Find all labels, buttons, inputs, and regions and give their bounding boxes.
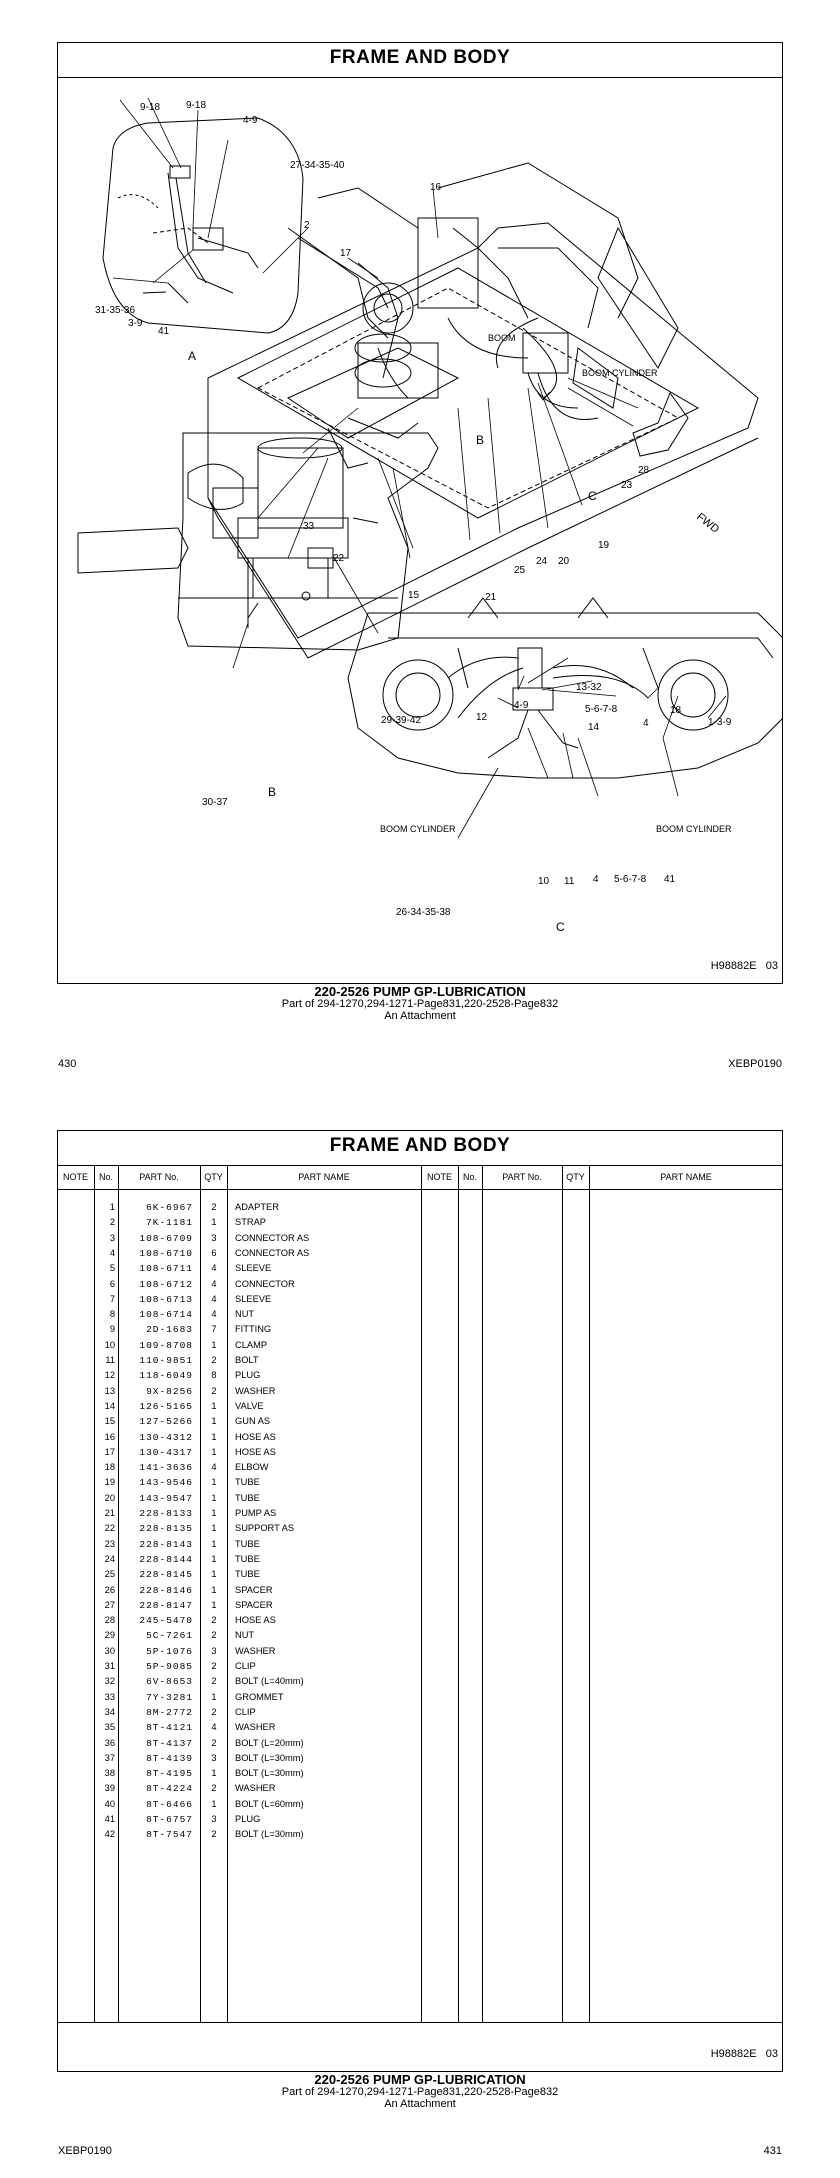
table-row xyxy=(57,1598,421,1613)
row-part-name: CLIP xyxy=(235,1706,256,1717)
row-part-name: TUBE xyxy=(235,1553,260,1564)
row-part-name: CONNECTOR xyxy=(235,1278,295,1289)
callout-label: C xyxy=(588,489,597,503)
fwd-arrow xyxy=(633,393,688,456)
callout-label: 4 xyxy=(643,718,649,729)
row-qty: 2 xyxy=(211,1202,217,1212)
table-row xyxy=(57,1200,421,1215)
row-number: 35 xyxy=(104,1722,115,1733)
row-number: 37 xyxy=(104,1752,115,1763)
table-row xyxy=(57,1460,421,1475)
row-qty: 2 xyxy=(211,1355,217,1365)
row-part-number: 6K-6967 xyxy=(146,1202,193,1213)
row-part-name: FITTING xyxy=(235,1324,272,1335)
row-number: 24 xyxy=(104,1553,115,1564)
row-part-name: NUT xyxy=(235,1309,255,1320)
row-part-name: BOLT (L=60mm) xyxy=(235,1798,304,1809)
row-number: 34 xyxy=(104,1706,115,1717)
header-note: NOTE xyxy=(426,1172,452,1182)
header-qty: QTY xyxy=(566,1172,585,1182)
col-line xyxy=(482,1165,483,2022)
row-part-number: 143-9547 xyxy=(139,1492,193,1504)
row-number: 4 xyxy=(109,1247,115,1258)
callout-label: 25 xyxy=(514,565,526,576)
callout-label: 9-18 xyxy=(186,100,207,111)
row-qty: 1 xyxy=(211,1508,217,1518)
page-title: FRAME AND BODY xyxy=(329,47,511,68)
row-part-name: PLUG xyxy=(235,1370,261,1381)
col-line xyxy=(562,1165,563,2022)
row-part-name: PLUG xyxy=(235,1814,261,1824)
callout-label: 28 xyxy=(638,465,650,476)
table-row xyxy=(57,1537,421,1552)
row-part-number: 7Y-3281 xyxy=(146,1691,193,1703)
callout-label: 18 xyxy=(670,705,682,716)
row-qty: 4 xyxy=(211,1278,217,1289)
row-part-name: CONNECTOR AS xyxy=(235,1247,310,1258)
row-qty: 1 xyxy=(211,1217,217,1228)
table-row xyxy=(57,1827,421,1842)
callout-label: 17 xyxy=(340,248,352,259)
table-row xyxy=(57,1674,421,1689)
table-row xyxy=(57,1506,421,1521)
callout-label: 9-18 xyxy=(140,102,161,113)
row-number: 11 xyxy=(105,1355,115,1365)
row-part-name: BOLT (L=20mm) xyxy=(235,1737,304,1748)
table-row xyxy=(57,1445,421,1460)
table-row xyxy=(57,1812,421,1827)
row-qty: 1 xyxy=(211,1768,217,1779)
row-part-name: GUN AS xyxy=(235,1416,271,1427)
table-row xyxy=(57,1368,421,1383)
doc-code-left: XEBP0190 xyxy=(58,2145,112,2157)
callout-label: 33 xyxy=(303,521,315,532)
row-qty: 4 xyxy=(211,1293,217,1304)
table-row xyxy=(57,1338,421,1353)
row-qty: 1 xyxy=(211,1538,217,1549)
row-number: 3 xyxy=(109,1232,115,1243)
row-part-number: 108-6713 xyxy=(139,1293,193,1305)
caption-line2: An Attachment xyxy=(384,1010,456,1022)
row-part-number: 127-5266 xyxy=(139,1416,193,1428)
row-qty: 7 xyxy=(211,1324,217,1335)
row-number: 40 xyxy=(104,1798,115,1809)
callout-label: 15 xyxy=(408,590,420,601)
table-row xyxy=(57,1751,421,1766)
table-row xyxy=(57,1644,421,1659)
table-row xyxy=(57,1475,421,1490)
table-row xyxy=(57,1659,421,1674)
row-part-number: 130-4312 xyxy=(139,1431,193,1443)
col-line xyxy=(589,1165,590,2022)
row-qty: 1 xyxy=(211,1691,217,1702)
callout-label: 30-37 xyxy=(202,797,228,808)
row-part-name: NUT xyxy=(235,1630,255,1641)
row-qty: 1 xyxy=(211,1431,217,1442)
table-row xyxy=(57,1552,421,1567)
table-row xyxy=(57,1720,421,1735)
caption-line1: Part of 294-1270,294-1271-Page831,220-2528-Page832 xyxy=(281,2086,559,2098)
page-number-left: 430 xyxy=(58,1058,77,1070)
row-part-name: WASHER xyxy=(235,1722,276,1733)
row-qty: 1 xyxy=(211,1416,217,1427)
row-part-name: SUPPORT AS xyxy=(235,1523,295,1534)
row-qty: 6 xyxy=(211,1247,217,1258)
table-row xyxy=(57,1277,421,1292)
row-part-number: 228-8133 xyxy=(139,1508,193,1519)
page-number-right: 431 xyxy=(763,2145,782,2157)
header-no: No. xyxy=(462,1172,477,1182)
row-part-name: BOLT (L=30mm) xyxy=(235,1829,304,1840)
row-part-name: TUBE xyxy=(235,1538,260,1549)
row-qty: 2 xyxy=(211,1630,217,1641)
footer-divider xyxy=(57,2022,783,2023)
callout-label: 3-9 xyxy=(128,318,143,329)
row-part-name: GROMMET xyxy=(235,1691,284,1702)
row-part-name: HOSE AS xyxy=(235,1615,276,1626)
row-part-name: CLIP xyxy=(235,1661,256,1671)
row-part-number: 228-8144 xyxy=(139,1553,193,1565)
row-number: 9 xyxy=(109,1324,115,1335)
header-divider xyxy=(57,1189,783,1190)
callout-label: 24 xyxy=(536,556,548,567)
row-number: 36 xyxy=(104,1737,115,1748)
table-row xyxy=(57,1384,421,1399)
row-part-name: WASHER xyxy=(235,1783,276,1794)
callout-label: 4-9 xyxy=(514,700,529,711)
row-number: 7 xyxy=(109,1293,115,1304)
title-divider xyxy=(57,1165,783,1166)
callout-label: 5-6-7-8 xyxy=(585,704,618,715)
drawing-code-value: H98882E xyxy=(710,960,757,972)
doc-code-right: XEBP0190 xyxy=(728,1058,782,1070)
row-qty: 2 xyxy=(211,1615,217,1626)
row-qty: 3 xyxy=(211,1814,217,1824)
row-qty: 3 xyxy=(211,1752,217,1763)
row-part-number: 7K-1181 xyxy=(146,1217,193,1229)
row-qty: 8 xyxy=(211,1370,217,1381)
row-number: 20 xyxy=(104,1492,115,1503)
row-number: 25 xyxy=(104,1569,115,1580)
row-qty: 1 xyxy=(211,1492,217,1503)
row-part-number: 143-9546 xyxy=(139,1477,193,1489)
row-number: 16 xyxy=(104,1431,115,1442)
row-number: 31 xyxy=(104,1661,115,1671)
row-part-number: 228-8145 xyxy=(139,1569,193,1581)
row-number: 15 xyxy=(104,1416,115,1427)
row-part-number: 245-5470 xyxy=(139,1615,193,1627)
table-row xyxy=(57,1613,421,1628)
caption-line1: Part of 294-1270,294-1271-Page831,220-2528-Page832 xyxy=(281,998,559,1010)
row-number: 21 xyxy=(104,1508,115,1518)
row-qty: 1 xyxy=(211,1798,217,1809)
callout-label: 31-35-36 xyxy=(95,305,136,316)
row-part-number: 8T-4195 xyxy=(146,1768,193,1780)
row-qty: 1 xyxy=(211,1400,217,1411)
row-part-number: 8M-2772 xyxy=(146,1706,193,1718)
row-qty: 1 xyxy=(211,1339,217,1350)
row-number: 26 xyxy=(104,1584,115,1595)
callout-label: 41 xyxy=(664,874,676,885)
row-number: 22 xyxy=(104,1523,115,1534)
row-part-name: SPACER xyxy=(235,1584,273,1595)
row-number: 6 xyxy=(109,1278,115,1289)
row-part-name: HOSE AS xyxy=(235,1431,276,1442)
row-qty: 2 xyxy=(211,1783,217,1794)
row-qty: 1 xyxy=(211,1523,217,1534)
row-qty: 2 xyxy=(211,1661,217,1671)
header-part-no: PART No. xyxy=(502,1172,542,1182)
row-part-number: 108-6712 xyxy=(139,1278,193,1290)
table-row xyxy=(57,1521,421,1536)
row-qty: 1 xyxy=(211,1553,217,1564)
row-part-name: BOLT (L=30mm) xyxy=(235,1752,304,1763)
callout-label: BOOM CYLINDER xyxy=(656,824,732,834)
header-no: No. xyxy=(98,1172,113,1182)
drawing-code xyxy=(668,2048,778,2060)
table-row xyxy=(57,1231,421,1246)
header-note: NOTE xyxy=(62,1172,88,1182)
col-line xyxy=(421,1165,422,2022)
row-part-name: BOLT (L=30mm) xyxy=(235,1768,304,1779)
page-title: FRAME AND BODY xyxy=(329,1135,511,1156)
drawing-rev: 03 xyxy=(765,960,778,972)
drawing-rev: 03 xyxy=(765,2048,778,2060)
row-part-number: 5P-9085 xyxy=(146,1661,193,1672)
row-qty: 4 xyxy=(211,1722,217,1733)
row-part-number: 141-3636 xyxy=(139,1462,193,1474)
callout-label: C xyxy=(556,920,565,934)
row-qty: 3 xyxy=(211,1645,217,1656)
callout-label: 16 xyxy=(430,182,442,193)
row-number: 2 xyxy=(109,1217,115,1228)
table-row xyxy=(57,1246,421,1261)
row-qty: 4 xyxy=(211,1309,217,1320)
table-row xyxy=(57,1583,421,1598)
row-qty: 2 xyxy=(211,1829,217,1840)
row-part-number: 2D-1683 xyxy=(146,1324,193,1336)
row-number: 42 xyxy=(104,1829,115,1840)
callout-label: 2 xyxy=(304,220,310,231)
row-part-number: 9X-8256 xyxy=(146,1385,193,1397)
row-part-number: 108-6709 xyxy=(139,1232,193,1244)
row-part-number: 108-6711 xyxy=(139,1263,193,1275)
table-row xyxy=(57,1628,421,1643)
callout-label: 21 xyxy=(485,592,497,603)
table-row xyxy=(57,1414,421,1429)
caption-title: 220-2526 PUMP GP-LUBRICATION xyxy=(314,2072,526,2087)
row-number: 33 xyxy=(104,1691,115,1702)
callout-label: FWD xyxy=(694,510,722,536)
table-row xyxy=(57,1292,421,1307)
row-number: 28 xyxy=(104,1615,115,1626)
row-number: 41 xyxy=(104,1814,115,1824)
row-number: 13 xyxy=(104,1385,115,1396)
row-part-number: 126-5165 xyxy=(139,1400,193,1412)
table-row xyxy=(57,1736,421,1751)
row-part-number: 5P-1076 xyxy=(146,1645,193,1657)
row-part-name: SPACER xyxy=(235,1599,273,1610)
row-part-name: HOSE AS xyxy=(235,1446,276,1457)
row-number: 19 xyxy=(104,1477,115,1488)
row-number: 29 xyxy=(104,1630,115,1641)
caption-block xyxy=(0,2074,840,2110)
row-part-number: 8T-7547 xyxy=(146,1829,193,1841)
header-qty: QTY xyxy=(204,1172,223,1182)
callout-label: 41 xyxy=(158,326,170,337)
drawing-code xyxy=(668,960,778,972)
row-part-name: BOLT (L=40mm) xyxy=(235,1676,304,1687)
callout-label: A xyxy=(188,349,197,363)
table-row xyxy=(57,1353,421,1368)
row-number: 32 xyxy=(104,1676,115,1687)
row-part-name: WASHER xyxy=(235,1385,276,1396)
row-part-number: 8T-4224 xyxy=(146,1783,193,1795)
table-row xyxy=(57,1261,421,1276)
main-frame-outline xyxy=(208,223,758,638)
row-part-name: CLAMP xyxy=(235,1339,268,1350)
callout-label: 1-3-9 xyxy=(708,717,732,728)
table-row xyxy=(57,1215,421,1230)
detail-a-outline xyxy=(103,118,303,333)
detail-b-outline xyxy=(178,433,438,650)
table-row xyxy=(57,1322,421,1337)
callout-label: 4 xyxy=(593,874,599,885)
row-number: 27 xyxy=(104,1599,115,1610)
row-number: 1 xyxy=(109,1202,115,1212)
row-qty: 4 xyxy=(211,1263,217,1274)
callout-label: 20 xyxy=(558,556,570,567)
row-qty: 1 xyxy=(211,1477,217,1488)
row-number: 8 xyxy=(109,1309,115,1320)
col-line xyxy=(458,1165,459,2022)
row-part-name: PUMP AS xyxy=(235,1508,277,1518)
row-part-number: 5C-7261 xyxy=(146,1630,193,1642)
row-qty: 1 xyxy=(211,1584,217,1595)
row-number: 14 xyxy=(104,1400,115,1411)
row-number: 5 xyxy=(109,1263,115,1274)
row-qty: 2 xyxy=(211,1676,217,1687)
row-number: 10 xyxy=(104,1339,115,1350)
row-part-number: 8T-6757 xyxy=(146,1814,193,1825)
row-part-name: WASHER xyxy=(235,1645,276,1656)
row-part-name: ELBOW xyxy=(235,1462,269,1473)
row-qty: 1 xyxy=(211,1569,217,1580)
row-qty: 1 xyxy=(211,1446,217,1457)
table-row xyxy=(57,1705,421,1720)
table-row xyxy=(57,1781,421,1796)
callout-label: 11 xyxy=(564,876,575,887)
callout-label: BOOM CYLINDER xyxy=(582,368,658,378)
exploded-parts-diagram xyxy=(58,78,782,983)
table-row xyxy=(57,1567,421,1582)
row-part-number: 228-8143 xyxy=(139,1538,193,1550)
callout-label: BOOM CYLINDER xyxy=(380,824,456,834)
callout-label: 12 xyxy=(476,712,488,723)
callout-label: 4-9 xyxy=(243,115,258,126)
drawing-code-value: H98882E xyxy=(710,2048,757,2060)
row-part-number: 228-8147 xyxy=(139,1599,193,1611)
row-number: 17 xyxy=(104,1446,115,1457)
row-part-number: 130-4317 xyxy=(139,1446,193,1458)
caption-block xyxy=(0,986,840,1022)
table-row xyxy=(57,1797,421,1812)
row-part-number: 6V-8653 xyxy=(146,1676,193,1688)
row-part-name: STRAP xyxy=(235,1217,266,1228)
callout-label: 14 xyxy=(588,722,600,733)
row-part-number: 110-9851 xyxy=(139,1355,193,1366)
row-number: 30 xyxy=(104,1645,115,1656)
row-part-name: TUBE xyxy=(235,1569,260,1580)
callout-label: 19 xyxy=(598,540,610,551)
callout-label: 29-39-42 xyxy=(381,715,422,726)
row-qty: 2 xyxy=(211,1706,217,1717)
callout-label: B xyxy=(476,433,485,447)
table-row xyxy=(57,1690,421,1705)
table-row xyxy=(57,1430,421,1445)
table-row xyxy=(57,1491,421,1506)
row-part-number: 8T-4139 xyxy=(146,1752,193,1764)
callout-label: 13-32 xyxy=(576,682,602,693)
callout-label: 27-34-35-40 xyxy=(290,160,345,171)
row-qty: 3 xyxy=(211,1232,217,1243)
caption-line2: An Attachment xyxy=(384,2098,456,2110)
row-number: 23 xyxy=(104,1538,115,1549)
row-part-number: 228-8135 xyxy=(139,1523,193,1535)
header-part-name: PART NAME xyxy=(660,1172,712,1182)
row-part-number: 8T-4137 xyxy=(146,1737,193,1749)
row-part-number: 109-8708 xyxy=(139,1339,193,1351)
row-qty: 2 xyxy=(211,1737,217,1748)
row-qty: 4 xyxy=(211,1462,217,1473)
row-part-name: ADAPTER xyxy=(235,1202,279,1212)
row-number: 39 xyxy=(104,1783,115,1794)
row-part-number: 8T-6466 xyxy=(146,1798,193,1810)
row-part-name: SLEEVE xyxy=(235,1293,272,1304)
row-part-name: BOLT xyxy=(235,1355,259,1365)
row-part-name: CONNECTOR AS xyxy=(235,1232,310,1243)
callout-label: 5-6-7-8 xyxy=(614,874,647,885)
row-number: 38 xyxy=(104,1768,115,1779)
callout-label: BOOM xyxy=(488,333,516,343)
row-part-name: TUBE xyxy=(235,1492,260,1503)
row-part-number: 108-6710 xyxy=(139,1247,193,1259)
row-qty: 2 xyxy=(211,1385,217,1396)
row-part-number: 118-6049 xyxy=(139,1370,193,1382)
callout-label: 22 xyxy=(333,553,345,564)
caption-title: 220-2526 PUMP GP-LUBRICATION xyxy=(314,984,526,999)
table-row xyxy=(57,1766,421,1781)
header-part-name: PART NAME xyxy=(298,1172,350,1182)
row-part-number: 108-6714 xyxy=(139,1309,193,1321)
row-part-name: SLEEVE xyxy=(235,1263,272,1274)
table-row xyxy=(57,1399,421,1414)
callout-label: 26-34-35-38 xyxy=(396,907,451,918)
row-qty: 1 xyxy=(211,1599,217,1610)
callout-label: B xyxy=(268,785,277,799)
callout-label: 10 xyxy=(538,876,550,887)
row-part-name: VALVE xyxy=(235,1400,264,1411)
row-part-name: TUBE xyxy=(235,1477,260,1488)
row-number: 12 xyxy=(104,1370,115,1381)
header-part-no: PART No. xyxy=(139,1172,179,1182)
row-part-number: 228-8146 xyxy=(139,1584,193,1596)
row-part-number: 8T-4121 xyxy=(146,1722,193,1734)
callout-label: 23 xyxy=(621,480,633,491)
table-row xyxy=(57,1307,421,1322)
row-number: 18 xyxy=(104,1462,115,1473)
